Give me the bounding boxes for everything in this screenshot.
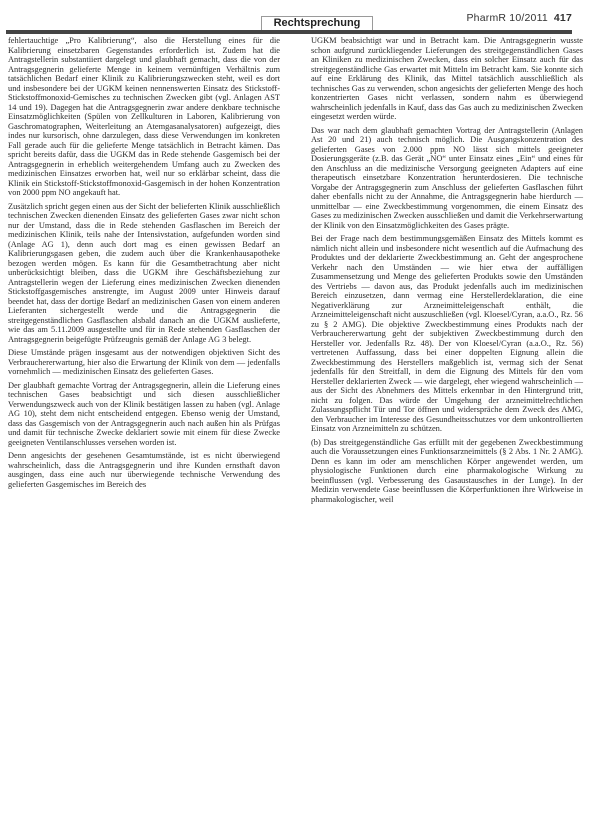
paragraph: (b) Das streitgegenständliche Gas erfüllt mit der gegebenen Zweckbestimmung auch die Voraussetzungen eines Funktionsarzneimittels (§ 2 Abs. 1 Nr. 2 AMG). Denn es kann im oder am menschlichen Körper angewendet werden, um physiologische Funktionen durch eine pharmakologische Wirkung zu beeinflussen (vgl. Verbesserung des Gasaustausches in der Lunge). In der Medizin verwendete Gase beeinflussen die Körperfunktionen ihre Wirkweise in pharmakologischer, weil: [311, 437, 583, 504]
paragraph: Diese Umstände prägen insgesamt aus der notwendigen objektiven Sicht des Verbrauchererwartung, hier also die Erwartung der Klinik von dem — jedenfalls vornehmlich — medizinischen Einsatz des gelieferten Gases.: [8, 348, 280, 376]
paragraph: Bei der Frage nach dem bestimmungsgemäßen Einsatz des Mittels kommt es nämlich nicht allein und insbesondere nicht wesentlich auf die Aufmachung des Produktes und der deklarierte Zweckbestimmung an. Geht der angesprochene Verkehr nach den Umständen — wie hier etwa der auffälligen Zusammensetzung und Menge des gelieferten Produkts sowie den Umständen des Vertriebs — davon aus, das Produkt jedenfalls auch im medizinischen Bereich einzusetzen, dann vermag eine Herstellerdeklaration, die eine Negativerklärung zur Arzneimitteleigenschaft enthält, die Arzneimitteleigenschaft nicht auszuschließen (vgl. Kloesel/Cyran, a.a.O., Rz. 56 zu § 2 AMG). Die objektive Zweckbestimmung eines Produkts nach der Verbrauchererwartung geht der subjektiven Zweckbestimmung durch den Hersteller vor. Jedenfalls Rz. 48). Der von Kloesel/Cyran (a.a.O., Rz. 56) vertretenen Auffassung, dass bei einer doppelten Eignung allein die Zweckbestimmung des Herstellers maßgeblich ist, vermag sich der Senat jedenfalls für den Streitfall, in dem die Eignung des Mittels für den vom Hersteller deklarierten Zweck — wie dargelegt, eher wiegend wahrscheinlich — aus der Sicht des Abnehmers des Mittels erkennbar in den Hintergrund tritt, nicht zu folgen. Das würde der Umgehung der arzneimittelrechtlichen Zulassungspflicht Tür und Tor öffnen und widerspräche dem Zweck des AMG, den Verbraucher im Interesse des Gesundheitsschutzes vor dem unkontrollierten Einsatz von Arzneimitteln zu schützen.: [311, 234, 583, 433]
section-title: Rechtsprechung: [261, 16, 373, 30]
right-column: [311, 36, 583, 508]
journal-reference: [466, 12, 572, 24]
paragraph: Denn angesichts der gesehenen Gesamtumstände, ist es nicht überwiegend wahrscheinlich, dass die Antragsgegnerin und ihre Kunden ernsthaft davon ausgingen, dass eine auch nur überwiegende technische Verwendung des gelieferten Gasgemisches im Bereich des: [8, 451, 280, 489]
page-number: 417: [553, 12, 572, 24]
paragraph: UGKM beabsichtigt war und in Betracht kam. Die Antragsgegnerin wusste schon aufgrund zurückliegender Lieferungen des streitgegenständlichen Gases an Kliniken zu medizinischen Zwecken, dass ein solcher Einsatz auch für das streitgegenständliche Gas erwartet mit Mitteln im Betracht kam. Sie konnte sich auf eine Erklärung des Klinik, das Mittel tatsächlich ausschließlich als technisches Gas zu verwenden, schon angesichts der gelieferten Menge des hoch konzentrierten Gases nicht verlassen, sondern nahm es überwiegend wahrscheinlich jedenfalls in Kauf, dass das Gas auch zu medizinischen Zwecken eingesetzt werden würde.: [311, 36, 583, 121]
page-header: [6, 12, 572, 34]
paragraph: Das war nach dem glaubhaft gemachten Vortrag der Antragstellerin (Anlagen Ast 20 und 21) auch technisch möglich. Die Ausgangskonzentration des gelieferten Gases von 2.000 ppm NO lässt sich mittels geeigneter Dosierungsgeräte (z.B. das Gerät „NO“ unter Einsatz eines „Ein“ und eines für den Anschluss an die medizinische Versorgung geeigneten Adapters auf eine therapeutisch einsetzbare Konzentration herunterdosieren. Die technische Vorgabe der Antragsgegnerin zum Anschluss der gelieferten Gasflaschen führt daher ebenfalls nicht zu der Annahme, die Antragsgegnerin habe hierdurch — unmittelbar — eine Zweckbestimmung vorgenommen, die einem Einsatz des Gases zu medizinischen Zwecken ausschließen und damit die Verkehrserwartung der Klinik von den Einsatzmöglichkeiten des Gases prägte.: [311, 125, 583, 230]
header-rule: [6, 30, 572, 34]
paragraph: Der glaubhaft gemachte Vortrag der Antragsgegnerin, allein die Lieferung eines technischen Gases beabsichtigt und sich diesen ausschließlicher Verwendungszweck auch von der Klinik bestätigen lassen zu haben (vgl. Anlage AG 10), steht dem nicht entscheidend entgegen. Ebenso wenig der Umstand, dass das Gasgemisch von der Antragsgegnerin auch nach außen hin als Prüfgas und damit für technische Zwecke deklariert sowie mit einem für diese Zwecke geeigneten Ventilanschlusses versehen worden ist.: [8, 380, 280, 447]
paragraph: Zusätzlich spricht gegen einen aus der Sicht der belieferten Klinik ausschließlich technischen Zwecken dienenden Einsatz des gelieferten Gases zwar nicht schon nur der Umstand, dass die in Rede stehenden Gasflaschen im Bereich der medizinischen Klinik, teils nahe der Intensivstation, aufgefunden worden sind (Anlage AG 1), denn auch dort mag es einen gewissen Bedarf an Kalibrierungsgasen geben, die zudem auch über die Krankenhausapotheke bezogen werden mögen. Es kann für die Gesamtbetrachtung aber nicht unberücksichtigt bleiben, dass die UGKM ihre Geschäftsbeziehung zur Antragstellerin wegen der Lieferung eines medizinischen Zwecken dienenden Stickstoffgasgemisches anstrengte, im August 2009 unter Hinweis darauf beendet hat, dass der dortige Bedarf an medizinischen Gasen von einem anderen Lieferanten sichergestellt werde und die Antragsgegnerin die streitgegenständlichen Gasflaschen alsbald danach an die UGKM auslieferte, wie das am 5.11.2009 ausgestellte und für in Rede stehenden Gasflaschen der Antragsgegnerin beigefügte Prüfzeugnis gemäß der Anlage AG 3 belegt.: [8, 201, 280, 344]
left-column: [8, 36, 280, 493]
journal-issue: PharmR 10/2011: [466, 12, 548, 24]
paragraph: fehlertauchtige „Pro Kalibrierung“, also die Herstellung eines für die Kalibrierung einsetzbaren Gegenstandes erforderlich ist. Zudem hat die Antragstellerin substantiiert dargelegt und glaubhaft gemacht, dass die von der Antragsgegnerin gelieferte Menge in keinem vernünftigen Verhältnis zum tatsächlichen Bedarf einer Klinik zu Kalibrierungszwecken steht, weil es dort und insbesondere bei der UGKM keinen nennenswerten Einsatz des Stickstoff-Stickstoffmonoxid-Gemisches zu technischen Zwecken gibt (vgl. Anlagen AST 14 und 19). Dagegen hat die Antragsgegnerin zwar andere denkbare technische Einsatzmöglichkeiten (Spülen von Zellkulturen in Laboren, Kalibrierung von Gaschromatographen, Weiterleitung an Atemgasanalysatoren) aufgezeigt, dies indes nur kursorisch, ohne darzulegen, dass diese Verwendungen im konkreten Fall gerade auch für die gelieferte Menge tatsächlich in Betracht kämen. Das spricht bereits dafür, dass die UGKM das in Rede stehende Gasgemisch bei der Antragsgegnerin in erheblich weitergehendem Umfang auch zu Zwecken des medizinischen Einsatzes erworben hat, weil nur so erklärbar scheint, dass die Klinik ein Stickstoff-Stickstoffmonoxid-Gasgemisch in der hohen Konzentration von 2000 ppm NO angekauft hat.: [8, 36, 280, 197]
